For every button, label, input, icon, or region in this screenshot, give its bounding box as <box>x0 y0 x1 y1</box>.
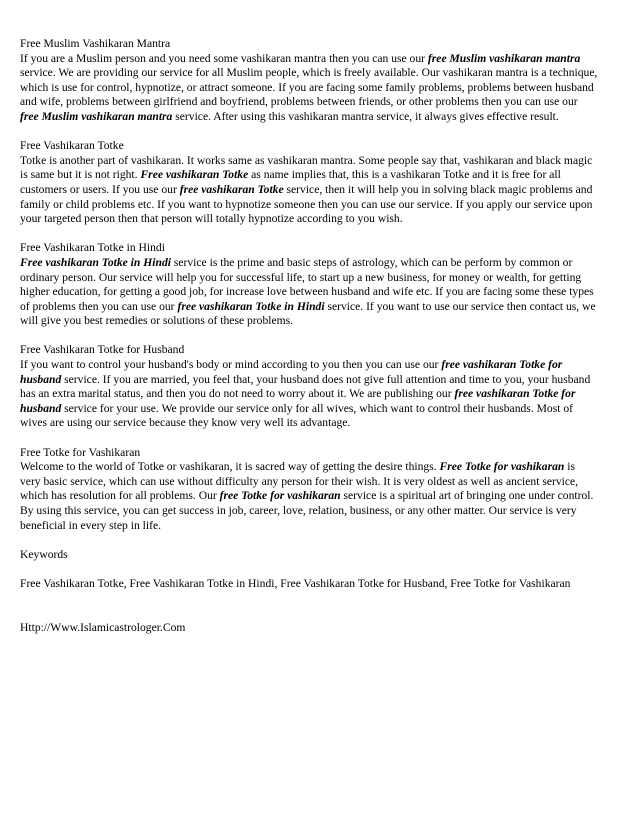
emphasized-keyword: free vashikaran Totke in Hindi <box>177 299 325 313</box>
keywords-heading: Keywords <box>20 547 68 561</box>
article-sections <box>20 37 598 533</box>
emphasized-keyword: free vashikaran Totke <box>179 182 284 196</box>
section-paragraph <box>20 358 598 431</box>
article-section <box>20 446 598 534</box>
emphasized-keyword: free vashikaran Totke for husband <box>20 387 576 415</box>
section-paragraph <box>20 460 598 533</box>
emphasized-keyword: Free vashikaran Totke in Hindi <box>20 255 171 269</box>
paragraph-text: service, then it will help you in solving black magic problems and family or child problems etc. If you want to hypnotize someone then you can use our service. If you apply our service upon your targeted person then that person will totally hypnotize according to you wish. <box>20 182 593 226</box>
paragraph-text: service. If you want to use our service then contact us, we will give you best remedies or solutions of these problems. <box>20 299 596 328</box>
article-section <box>20 139 598 227</box>
paragraph-text: service. If you are married, you feel that, your husband does not give full attention and time to you, your husband has an extra marital status, and then you do not need to worry about it. We are publishing our <box>20 372 591 401</box>
paragraph-text: service for your use. We provide our service only for all wives, which want to control their husbands. Most of wives are using our service because they know very well its advantage. <box>20 401 574 430</box>
section-heading: Free Vashikaran Totke in Hindi <box>20 241 165 255</box>
section-heading: Free Muslim Vashikaran Mantra <box>20 37 171 50</box>
paragraph-text: Totke is another part of vashikaran. It works same as vashikaran mantra. Some people say that, vashikaran and black magic is same but it is not right. <box>20 153 593 182</box>
emphasized-keyword: free Muslim vashikaran mantra <box>427 51 581 65</box>
paragraph-text: service. We are providing our service for all Muslim people, which is freely available. Our vashikaran mantra is a technique, which is use for control, hypnotize, or attract someone. If you are facing some family problems, problems between husband and wife, problems between girlfriend and boyfriend, problems between friends, or other problems then you can use our <box>20 66 598 109</box>
emphasized-keyword: free Muslim vashikaran mantra <box>20 109 173 123</box>
section-heading: Free Vashikaran Totke for Husband <box>20 343 185 357</box>
keywords-section <box>20 548 598 592</box>
paragraph-text: Welcome to the world of Totke or vashikaran, it is sacred way of getting the desire things. <box>20 460 440 474</box>
paragraph-text: as name implies that, this is a vashikaran Totke and it is free for all customers or users. If you use our <box>20 168 561 196</box>
section-heading: Free Vashikaran Totke <box>20 139 124 153</box>
keywords-list: Free Vashikaran Totke, Free Vashikaran Totke in Hindi, Free Vashikaran Totke for Husband, Free Totke for Vashikaran <box>20 576 571 590</box>
emphasized-keyword: Free Totke for vashikaran <box>439 460 565 474</box>
spacer <box>20 606 598 621</box>
section-paragraph <box>20 154 598 227</box>
article-section <box>20 37 598 125</box>
paragraph-text: is very basic service, which can use without difficulty any person for their wish. It is very oldest as well as ancient service, which has resolution for all problems. Our <box>20 460 579 503</box>
paragraph-text: service is the prime and basic steps of astrology, which can be perform by common or ordinary person. Our service will help you for successful life, to start up a new business, for money or wealth, for getting higher education, for getting a good job, for increase love between husband and wife etc. If you are facing some these types of problems then you can use our <box>20 255 594 313</box>
emphasized-keyword: free Totke for vashikaran <box>219 489 341 503</box>
section-heading: Free Totke for Vashikaran <box>20 445 141 459</box>
paragraph-text: If you want to control your husband's body or mind according to you then you can use our <box>20 358 442 372</box>
article-section <box>20 343 598 431</box>
emphasized-keyword: free vashikaran Totke for husband <box>20 358 563 386</box>
website-url: Http://Www.Islamicastrologer.Com <box>20 620 186 634</box>
paragraph-text: If you are a Muslim person and you need some vashikaran mantra then you can use our <box>20 51 428 65</box>
section-paragraph <box>20 52 598 125</box>
section-paragraph <box>20 256 598 329</box>
paragraph-text: service. After using this vashikaran mantra service, it always gives effective result. <box>172 109 559 123</box>
paragraph-text: service is a spiritual art of bringing one under control. By using this service, you can get success in job, career, love, relation, business, or any other matter. Our service is very beneficial in every step in life. <box>20 489 594 532</box>
article-section <box>20 241 598 329</box>
emphasized-keyword: Free vashikaran Totke <box>140 168 249 182</box>
